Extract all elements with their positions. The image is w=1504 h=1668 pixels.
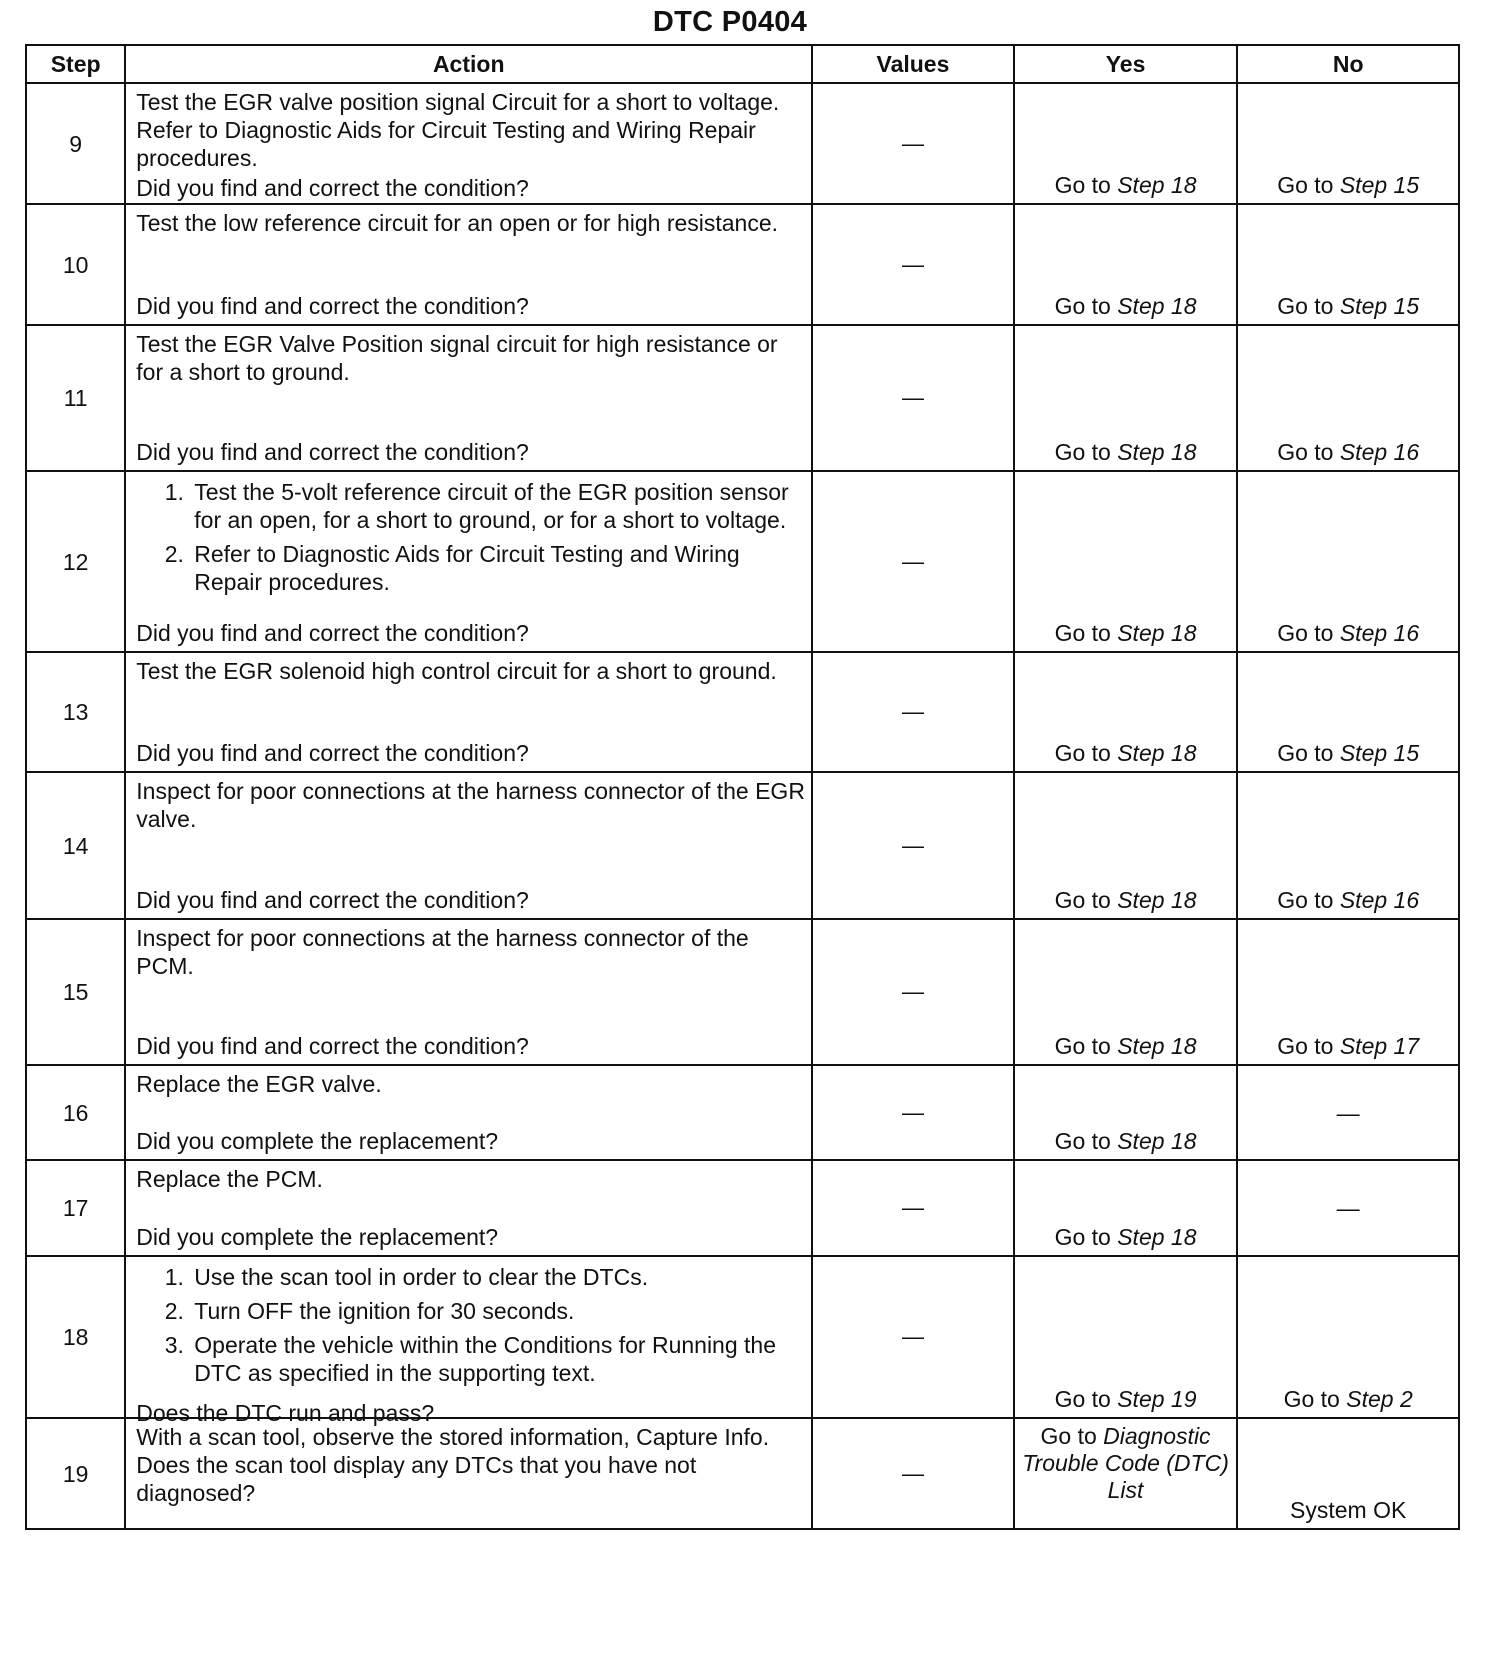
step-number: 14 [26,772,125,919]
diagnostic-table [25,44,1460,1530]
yes-cell [1014,204,1238,325]
action-step-item: 1. Use the scan tool in order to clear the DTCs. [190,1263,805,1291]
yes-cell [1014,1160,1238,1256]
values-cell: — [812,83,1014,204]
values-cell: — [812,919,1014,1065]
action-question: Did you find and correct the condition? [136,740,529,766]
action-steps-list [136,478,805,602]
yes-cell [1014,1418,1238,1529]
values-cell: — [812,1065,1014,1160]
table-row [26,1256,1459,1418]
action-text: Test the EGR Valve Position signal circuit for high resistance or for a short to ground. [136,331,778,385]
yes-goto-prefix: Go to [1054,1128,1111,1154]
no-goto-prefix: Go to [1277,293,1334,319]
values-cell: — [812,1418,1014,1529]
no-goto-link[interactable]: Step 16 [1339,439,1420,465]
yes-goto-link[interactable]: Step 18 [1117,439,1197,465]
yes-cell [1014,325,1238,471]
step-number: 15 [26,919,125,1065]
values-cell: — [812,652,1014,772]
action-text: Replace the PCM. [136,1166,323,1192]
no-goto-link[interactable]: Step 16 [1339,620,1420,646]
header-action: Action [125,45,812,83]
action-content [136,1261,805,1426]
header-no: No [1237,45,1459,83]
action-cell [125,471,812,652]
header-step: Step [26,45,125,83]
action-text: With a scan tool, observe the stored information, Capture Info. Does the scan tool display any DTCs that you have not diagnosed? [136,1424,770,1506]
step-number: 9 [26,83,125,204]
step-number: 16 [26,1065,125,1160]
no-goto-prefix: Go to [1277,620,1334,646]
action-question: Does the DTC run and pass? [136,1400,435,1426]
no-result-text: — [1336,1099,1360,1126]
table-row [26,1160,1459,1256]
yes-goto-link[interactable]: Step 18 [1117,887,1197,913]
table-row [26,919,1459,1065]
no-goto-link[interactable]: Step 15 [1339,293,1420,319]
no-cell [1237,919,1459,1065]
action-text: Test the low reference circuit for an open or for high resistance. [136,210,779,236]
no-result-text: — [1336,1195,1360,1221]
action-content [136,1423,805,1524]
action-cell [125,83,812,204]
action-cell [125,919,812,1065]
action-text: Inspect for poor connections at the harness connector of the EGR valve. [136,778,805,832]
values-cell: — [812,204,1014,325]
table-row [26,652,1459,772]
action-steps-list [136,1263,805,1393]
no-cell [1237,325,1459,471]
no-goto-link[interactable]: Step 2 [1346,1386,1413,1412]
action-question: Did you find and correct the condition? [136,620,529,646]
action-question: Did you complete the replacement? [136,1224,499,1250]
yes-goto-prefix: Go to [1054,1224,1111,1250]
yes-goto-prefix: Go to [1054,740,1111,766]
action-step-item: 1. Test the 5-volt reference circuit of the EGR position sensor for an open, for a short to ground, or for a short to voltage. [190,478,805,534]
yes-cell [1014,471,1238,652]
header-yes: Yes [1014,45,1238,83]
step-number: 12 [26,471,125,652]
action-content [136,777,805,914]
action-cell [125,1065,812,1160]
yes-goto-link[interactable]: Step 18 [1117,620,1197,646]
yes-goto-prefix: Go to [1054,1386,1111,1412]
action-cell [125,1256,812,1426]
step-number: 11 [26,325,125,471]
no-cell [1237,471,1459,652]
yes-goto-link[interactable]: Step 18 [1117,1033,1197,1059]
no-goto-prefix: Go to [1277,887,1334,913]
action-cell [125,652,812,772]
values-cell: — [812,1160,1014,1256]
yes-goto-prefix: Go to [1054,293,1111,319]
action-cell [125,204,812,325]
yes-goto-prefix: Go to [1054,439,1111,465]
action-step-item: 3. Operate the vehicle within the Conditions for Running the DTC as specified in the supporting text. [190,1331,805,1387]
action-question: Did you complete the replacement? [136,1128,499,1154]
yes-cell [1014,772,1238,919]
table-row [26,204,1459,325]
yes-goto-link[interactable]: Diagnostic Trouble Code (DTC) List [1022,1423,1229,1503]
no-goto-link[interactable]: Step 16 [1339,887,1420,913]
action-content [136,1070,805,1155]
action-cell [125,1418,812,1529]
values-cell: — [812,1256,1014,1418]
no-goto-link[interactable]: Step 15 [1339,740,1420,766]
action-step-item: 2. Refer to Diagnostic Aids for Circuit Testing and Wiring Repair procedures. [190,540,805,596]
yes-cell [1014,1065,1238,1160]
no-cell [1237,204,1459,325]
no-goto-link[interactable]: Step 15 [1339,172,1420,198]
table-row [26,83,1459,204]
no-goto-prefix: Go to [1277,172,1334,198]
yes-goto-prefix: Go to [1054,620,1111,646]
step-number: 19 [26,1418,125,1529]
action-content [136,1165,805,1251]
action-question: Did you find and correct the condition? [136,293,529,319]
no-cell [1237,1065,1459,1160]
yes-goto-link[interactable]: Step 18 [1117,1224,1197,1250]
no-result-text: System OK [1290,1497,1407,1523]
action-cell [125,325,812,471]
no-goto-prefix: Go to [1277,1033,1334,1059]
values-cell: — [812,772,1014,919]
yes-goto-link[interactable]: Step 18 [1117,172,1197,198]
yes-goto-link[interactable]: Step 18 [1117,1128,1197,1154]
values-cell: — [812,471,1014,652]
action-question: Did you find and correct the condition? [136,1033,529,1059]
action-content [136,330,805,466]
no-goto-prefix: Go to [1277,439,1334,465]
action-text: Replace the EGR valve. [136,1071,382,1097]
yes-goto-prefix: Go to [1054,172,1111,198]
yes-cell [1014,83,1238,204]
no-cell [1237,1256,1459,1418]
action-content [136,476,805,647]
table-body [26,83,1459,1529]
table-header-row [26,45,1459,83]
table-row [26,471,1459,652]
table-row [26,325,1459,471]
action-question: Did you find and correct the condition? [136,887,529,913]
action-text: Inspect for poor connections at the harness connector of the PCM. [136,925,749,979]
action-question: Did you find and correct the condition? [136,175,529,201]
yes-cell [1014,1256,1238,1418]
no-cell [1237,1418,1459,1529]
action-text: Test the EGR solenoid high control circuit for a short to ground. [136,658,777,684]
no-cell [1237,652,1459,772]
no-goto-link[interactable]: Step 17 [1339,1033,1420,1059]
step-number: 18 [26,1256,125,1418]
table-row [26,1065,1459,1160]
values-cell: — [812,325,1014,471]
yes-cell [1014,919,1238,1065]
action-cell [125,1160,812,1256]
action-content [136,924,805,1060]
yes-goto-link[interactable]: Step 18 [1117,740,1197,766]
yes-goto-link[interactable]: Step 19 [1117,1386,1197,1412]
step-number: 17 [26,1160,125,1256]
yes-goto-prefix: Go to [1054,1033,1111,1059]
action-cell [125,772,812,919]
no-cell [1237,772,1459,919]
table-row [26,772,1459,919]
no-goto-prefix: Go to [1277,740,1334,766]
yes-goto-link[interactable]: Step 18 [1117,293,1197,319]
action-content [136,209,805,320]
header-values: Values [812,45,1014,83]
yes-goto-prefix: Go to [1040,1423,1097,1449]
action-content [136,657,805,767]
step-number: 13 [26,652,125,772]
page-title: DTC P0404 [652,6,808,38]
yes-cell [1014,652,1238,772]
action-question: Did you find and correct the condition? [136,439,529,465]
no-cell [1237,83,1459,204]
action-content [136,88,805,199]
table-row [26,1418,1459,1529]
no-goto-prefix: Go to [1283,1386,1340,1412]
yes-goto-prefix: Go to [1054,887,1111,913]
step-number: 10 [26,204,125,325]
action-text: Test the EGR valve position signal Circuit for a short to voltage. Refer to Diagnostic Aids for Circuit Testing and Wiring Repair procedures. [136,89,780,171]
action-step-item: 2. Turn OFF the ignition for 30 seconds. [190,1297,805,1325]
no-cell [1237,1160,1459,1256]
